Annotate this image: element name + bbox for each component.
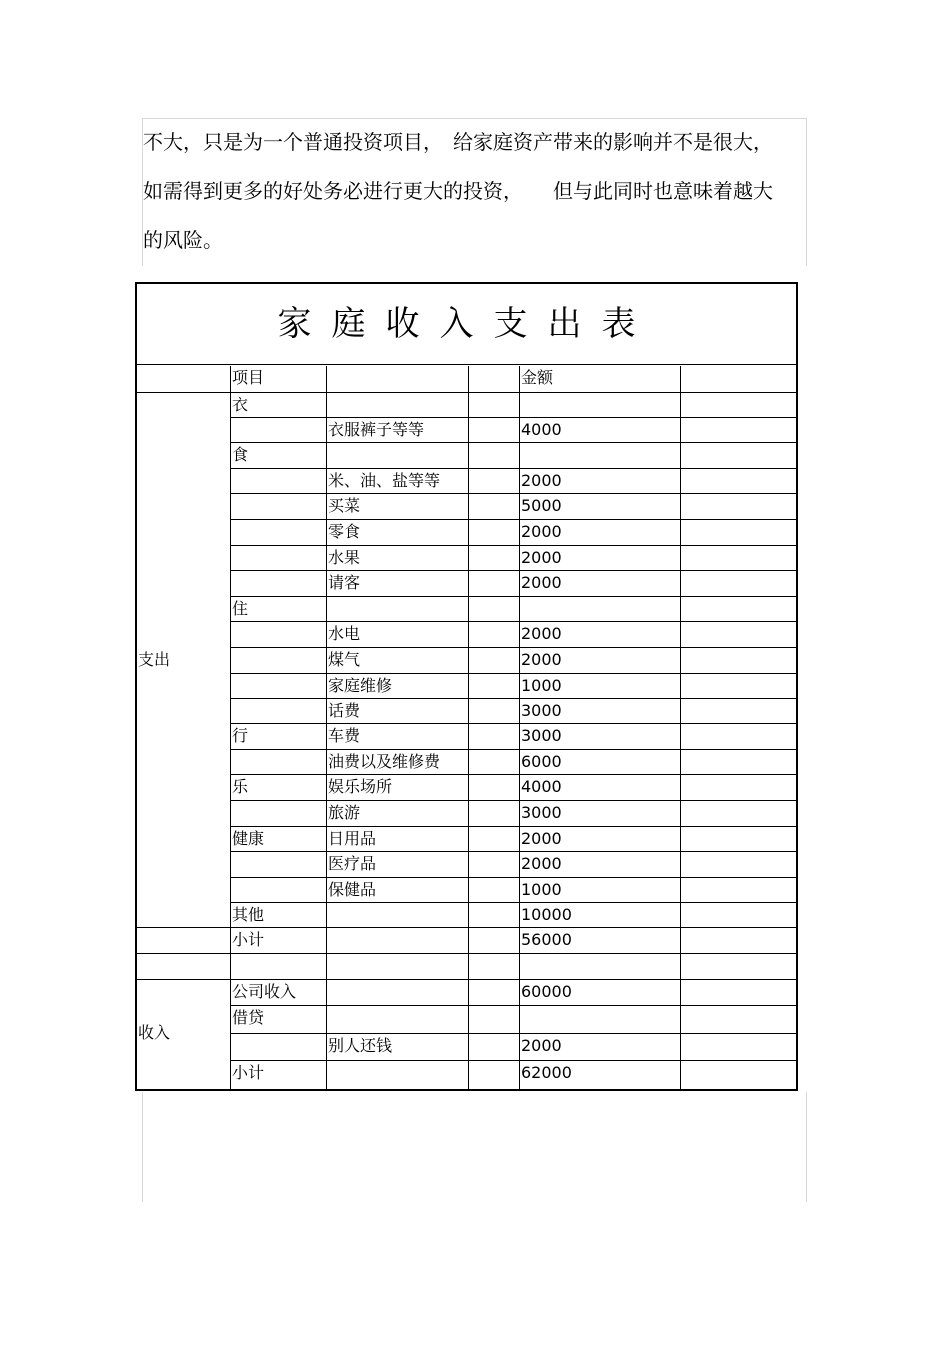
row-category: 衣 xyxy=(232,395,249,414)
row-category: 其他 xyxy=(232,905,265,924)
row-subitem: 别人还钱 xyxy=(328,1036,393,1055)
table-row-line xyxy=(230,1033,796,1034)
row-category: 借贷 xyxy=(232,1008,265,1027)
row-subitem: 米、油、盐等等 xyxy=(328,471,441,490)
row-category: 小计 xyxy=(232,930,265,949)
row-subitem: 保健品 xyxy=(328,880,377,899)
intro-line: 如需得到更多的好处务必进行更大的投资， 但与此同时也意味着越大 xyxy=(143,179,773,203)
table-row-line xyxy=(230,774,796,775)
row-subitem: 话费 xyxy=(328,701,361,720)
table-row-line xyxy=(230,1005,796,1006)
row-subitem: 水电 xyxy=(328,624,361,643)
row-amount: 3000 xyxy=(521,803,562,822)
table-row-line xyxy=(230,519,796,520)
table-row-line xyxy=(230,673,796,674)
row-amount: 2000 xyxy=(521,471,562,490)
row-category: 住 xyxy=(232,599,249,618)
table-column-line xyxy=(468,366,469,1089)
table-row-line xyxy=(230,851,796,852)
intro-line: 的风险。 xyxy=(143,228,223,252)
row-subitem: 零食 xyxy=(328,522,361,541)
row-subitem: 水果 xyxy=(328,548,361,567)
table-row-line xyxy=(230,749,796,750)
table-row-line xyxy=(230,570,796,571)
page-margin-line-left-bottom xyxy=(142,1092,143,1202)
page-margin-line-right-bottom xyxy=(806,1092,807,1202)
row-amount: 1000 xyxy=(521,676,562,695)
row-amount: 4000 xyxy=(521,777,562,796)
row-amount: 56000 xyxy=(521,930,572,949)
row-amount: 4000 xyxy=(521,420,562,439)
header-item: 项目 xyxy=(232,368,265,387)
group-label-expense: 支出 xyxy=(138,649,171,669)
table-column-line xyxy=(680,366,681,1089)
table-row-line xyxy=(230,647,796,648)
row-subitem: 医疗品 xyxy=(328,854,377,873)
row-category: 健康 xyxy=(232,829,265,848)
row-subitem: 旅游 xyxy=(328,803,361,822)
row-amount: 2000 xyxy=(521,522,562,541)
row-amount: 2000 xyxy=(521,650,562,669)
row-category: 公司收入 xyxy=(232,982,297,1001)
table-row-line xyxy=(230,468,796,469)
row-amount: 10000 xyxy=(521,905,572,924)
table-column-line xyxy=(230,366,231,1089)
row-subitem: 油费以及维修费 xyxy=(328,752,441,771)
table-row-line xyxy=(230,826,796,827)
income-expense-table xyxy=(135,282,798,1091)
table-column-line xyxy=(519,366,520,1089)
header-amount: 金额 xyxy=(521,368,554,387)
row-amount: 6000 xyxy=(521,752,562,771)
table-title: 家庭收入支出表 xyxy=(137,284,796,365)
row-subitem: 买菜 xyxy=(328,496,361,515)
table-row-line xyxy=(230,902,796,903)
row-category: 行 xyxy=(232,726,249,745)
row-amount: 2000 xyxy=(521,548,562,567)
table-row-line xyxy=(230,545,796,546)
table-row-line xyxy=(230,493,796,494)
table-row-line xyxy=(230,800,796,801)
table-row-line xyxy=(230,877,796,878)
row-amount: 60000 xyxy=(521,982,572,1001)
table-row-line xyxy=(230,417,796,418)
row-category: 食 xyxy=(232,445,249,464)
row-amount: 3000 xyxy=(521,726,562,745)
table-row-line xyxy=(230,621,796,622)
intro-paragraph xyxy=(143,118,807,265)
row-subitem: 家庭维修 xyxy=(328,676,393,695)
row-amount: 2000 xyxy=(521,573,562,592)
table-row-line xyxy=(230,723,796,724)
row-subitem: 车费 xyxy=(328,726,361,745)
table-row-line xyxy=(230,698,796,699)
group-label-income: 收入 xyxy=(138,1022,171,1042)
row-subitem: 请客 xyxy=(328,573,361,592)
row-amount: 2000 xyxy=(521,829,562,848)
row-category: 小计 xyxy=(232,1063,265,1082)
row-subitem: 煤气 xyxy=(328,650,361,669)
row-subitem: 娱乐场所 xyxy=(328,777,393,796)
row-amount: 2000 xyxy=(521,624,562,643)
row-amount: 3000 xyxy=(521,701,562,720)
row-category: 乐 xyxy=(232,777,249,796)
row-amount: 5000 xyxy=(521,496,562,515)
table-row-line xyxy=(137,979,796,980)
table-row-line xyxy=(137,392,796,393)
table-row-line xyxy=(230,442,796,443)
row-amount: 2000 xyxy=(521,1036,562,1055)
row-amount: 1000 xyxy=(521,880,562,899)
table-row-line xyxy=(230,1060,796,1061)
row-amount: 2000 xyxy=(521,854,562,873)
table-row-line xyxy=(137,953,796,954)
table-column-line xyxy=(326,366,327,1089)
table-row-line xyxy=(137,927,796,928)
row-subitem: 日用品 xyxy=(328,829,377,848)
table-row-line xyxy=(230,596,796,597)
row-subitem: 衣服裤子等等 xyxy=(328,420,425,439)
intro-line: 不大，只是为一个普通投资项目， 给家庭资产带来的影响并不是很大， xyxy=(143,130,773,154)
row-amount: 62000 xyxy=(521,1063,572,1082)
